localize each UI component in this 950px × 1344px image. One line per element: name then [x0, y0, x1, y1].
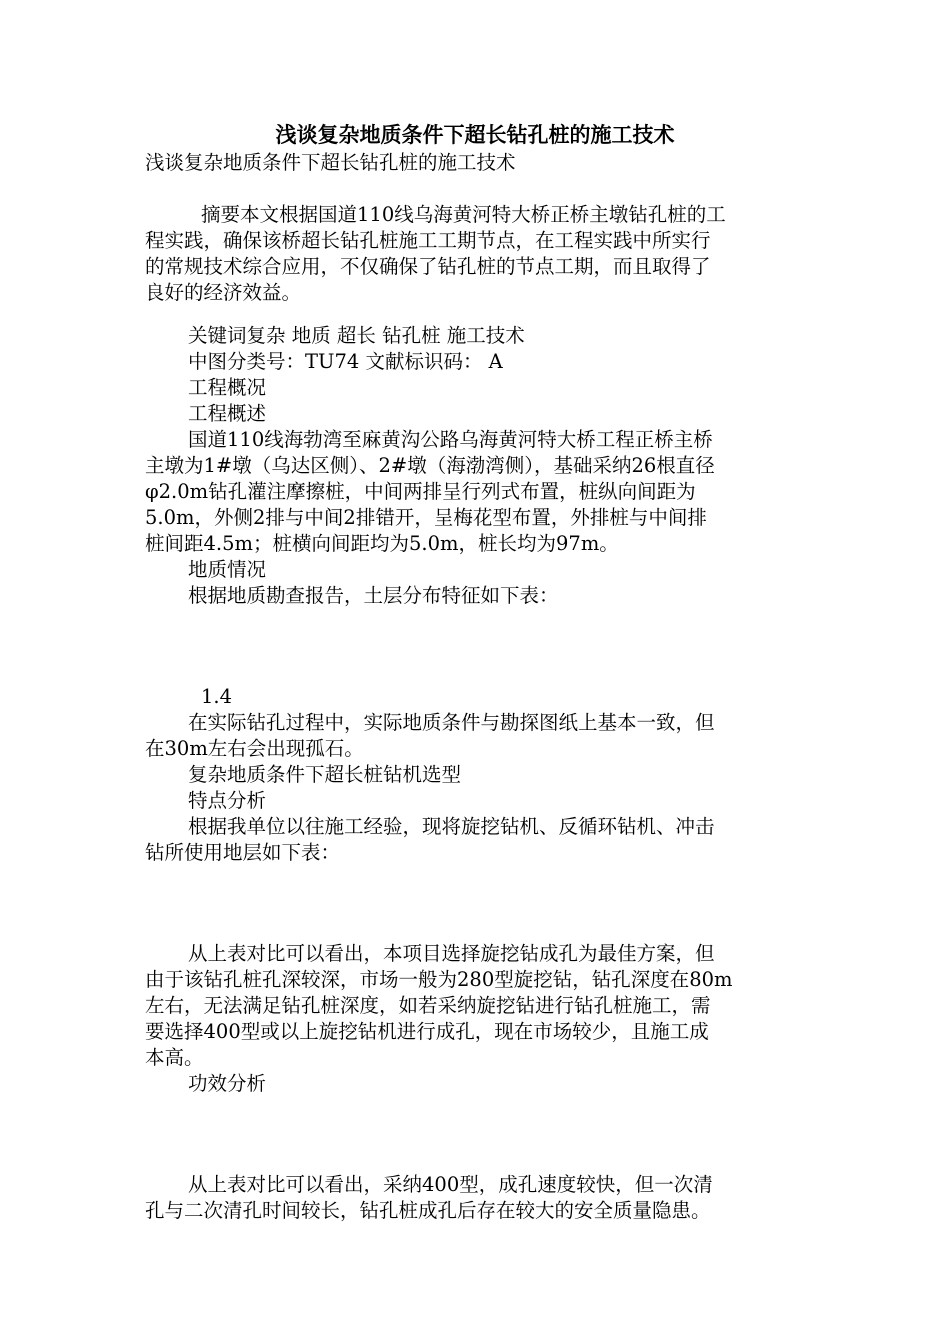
geology-intro: 根据地质勘查报告，土层分布特征如下表： — [188, 584, 559, 607]
heading-efficiency: 功效分析 — [188, 1072, 267, 1095]
overview-line-2: 主墩为1#墩（乌达区侧）、2#墩（海渤湾侧），基础采纳26根直径 — [145, 454, 715, 477]
heading-geology: 地质情况 — [188, 558, 267, 581]
abstract-line-1: 摘要本文根据国道110线乌海黄河特大桥正桥主墩钻孔桩的工 — [201, 203, 726, 226]
geology-line-2: 在30m左右会出现孤石。 — [145, 737, 364, 760]
efficiency-line-2: 孔与二次清孔时间较长，钻孔桩成孔后存在较大的安全质量隐患。 — [145, 1199, 711, 1222]
abstract-line-3: 的常规技术综合应用，不仅确保了钻孔桩的节点工期，而且取得了 — [145, 255, 711, 278]
heading-selection: 复杂地质条件下超长桩钻机选型 — [188, 763, 462, 786]
comparison-line-2: 由于该钻孔桩孔深较深，市场一般为280型旋挖钻，钻孔深度在80m — [145, 968, 733, 991]
geology-line-1: 在实际钻孔过程中，实际地质条件与勘探图纸上基本一致，但 — [188, 711, 715, 734]
comparison-line-4: 要选择400型或以上旋挖钻机进行成孔，现在市场较少，且施工成 — [145, 1020, 709, 1043]
overview-line-4: 5.0m，外侧2排与中间2排错开，呈梅花型布置，外排桩与中间排 — [145, 506, 707, 529]
features-line-1: 根据我单位以往施工经验，现将旋挖钻机、反循环钻机、冲击 — [188, 815, 715, 838]
document-subtitle: 浅谈复杂地质条件下超长钻孔桩的施工技术 — [145, 151, 516, 174]
abstract-line-4: 良好的经济效益。 — [145, 281, 302, 304]
overview-line-5: 桩间距4.5m；桩横向间距均为5.0m，桩长均为97m。 — [145, 532, 619, 555]
document-title: 浅谈复杂地质条件下超长钻孔桩的施工技术 — [275, 122, 675, 147]
comparison-line-5: 本高。 — [145, 1046, 204, 1069]
note-value: 1.4 — [201, 685, 233, 708]
heading-features: 特点分析 — [188, 789, 267, 812]
features-line-2: 钻所使用地层如下表： — [145, 841, 341, 864]
comparison-line-3: 左右，无法满足钻孔桩深度，如若采纳旋挖钻进行钻孔桩施工，需 — [145, 994, 711, 1017]
comparison-line-1: 从上表对比可以看出，本项目选择旋挖钻成孔为最佳方案，但 — [188, 942, 715, 965]
keywords: 关键词复杂 地质 超长 钻孔桩 施工技术 — [188, 324, 525, 347]
heading-summary: 工程概述 — [188, 402, 267, 425]
overview-line-3: φ2.0m钻孔灌注摩擦桩，中间两排呈行列式布置，桩纵向间距为 — [145, 480, 696, 503]
efficiency-line-1: 从上表对比可以看出，采纳400型，成孔速度较快，但一次清 — [188, 1173, 713, 1196]
heading-overview: 工程概况 — [188, 376, 267, 399]
overview-line-1: 国道110线海勃湾至麻黄沟公路乌海黄河特大桥工程正桥主桥 — [188, 428, 713, 451]
abstract-line-2: 程实践，确保该桥超长钻孔桩施工工期节点，在工程实践中所实行 — [145, 229, 711, 252]
classification: 中图分类号：TU74 文献标识码： A — [188, 350, 503, 373]
